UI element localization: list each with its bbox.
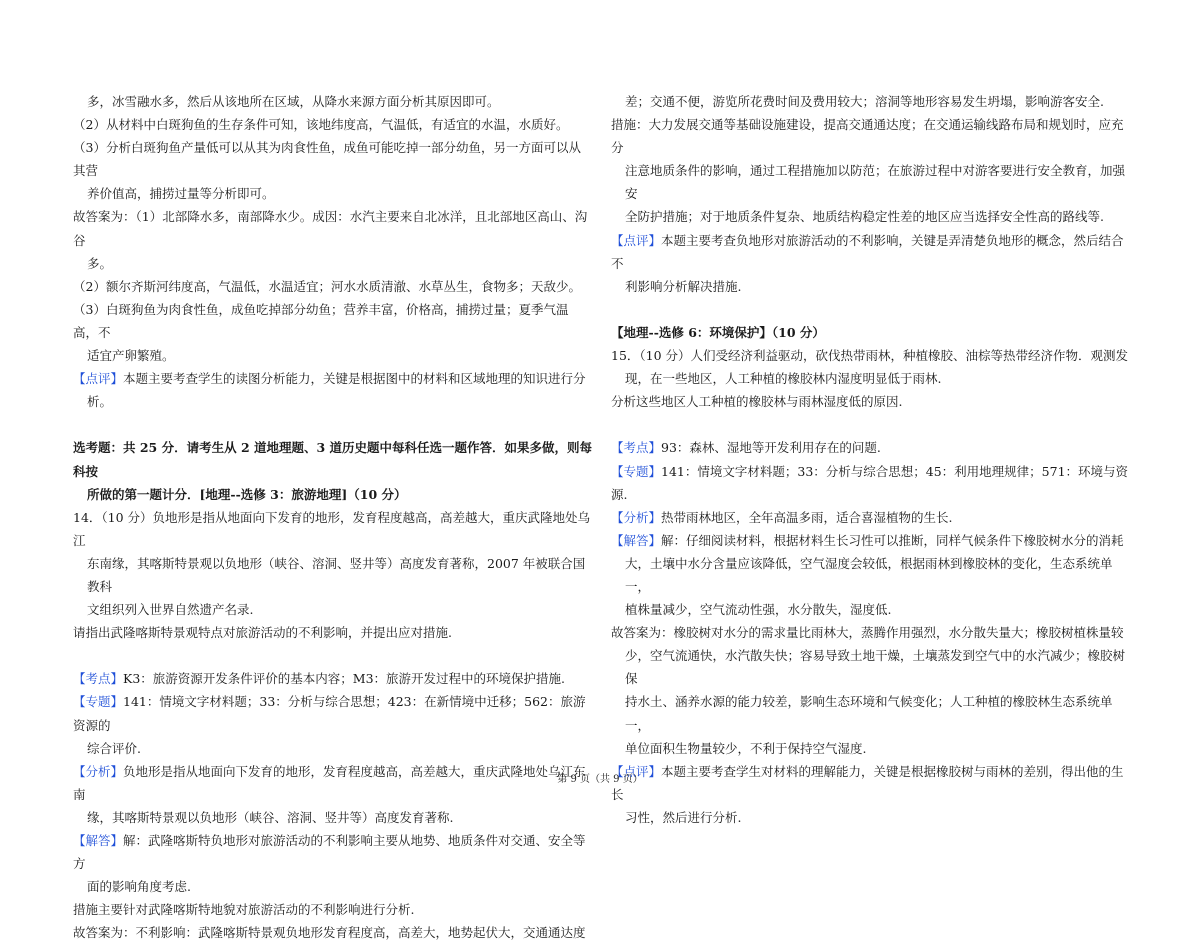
text-line: 故答案为：橡胶树对水分的需求量比雨林大，蒸腾作用强烈，水分散失量大；橡胶树植株量较	[611, 625, 1124, 641]
jieda-tag: 【解答】	[73, 833, 124, 848]
page-footer: 第 9 页（共 9 页）	[557, 774, 643, 785]
spacer	[611, 298, 1131, 321]
text-line: 面的影响角度考虑.	[87, 879, 191, 895]
jieda-text: 解：武隆喀斯特负地形对旅游活动的不利影响主要从地势、地质条件对交通、安全等方	[73, 833, 586, 872]
text-line: 植株量减少，空气流动性强，水分散失，湿度低.	[625, 602, 892, 618]
jieda-line	[73, 829, 593, 875]
jieda-line	[611, 529, 1131, 552]
zhuanti-text: 141：情境文字材料题；33：分析与综合思想；423：在新情境中迁移；562：旅游资源的	[73, 694, 586, 733]
fenxi-text: 负地形是指从地面向下发育的地形，发育程度越高，高差越大，重庆武隆地处乌江东南	[73, 763, 586, 802]
text-line: 持水土、涵养水源的能力较差，影响生态环境和气候变化；人工种植的橡胶林生态系统单一，	[625, 694, 1113, 733]
comment-line	[611, 229, 1131, 275]
question-line: 请指出武隆喀斯特景观特点对旅游活动的不利影响，并提出应对措施.	[73, 625, 452, 641]
text-line: 适宜产卵繁殖。	[87, 348, 175, 364]
section-heading: 所做的第一题计分．[地理--选修 3：旅游地理]（10 分）	[87, 486, 407, 502]
text-line: 析。	[87, 394, 113, 410]
text-line: 差；交通不便，游览所花费时间及费用较大；溶洞等地形容易发生坍塌，影响游客安全.	[625, 94, 1104, 109]
question-line: 现，在一些地区，人工种植的橡胶林内湿度明显低于雨林.	[625, 371, 942, 387]
kaodian-line	[73, 667, 593, 690]
text-line: 单位面积生物量较少，不利于保持空气湿度.	[625, 740, 867, 756]
fenxi-tag: 【分析】	[611, 509, 662, 525]
text-line: 故答案为：不利影响：武隆喀斯特景观负地形发育程度高，高差大，地势起伏大，交通通达度	[73, 925, 586, 941]
comment-text: 本题主要考查负地形对旅游活动的不利影响，关键是弄清楚负地形的概念，然后结合不	[611, 232, 1124, 271]
section-heading: 选考题：共 25 分．请考生从 2 道地理题、3 道历史题中每科任选一题作答．如果多做，则每科按	[73, 440, 593, 479]
text-line: 少，空气流通快，水汽散失快；容易导致土地干燥，土壤蒸发到空气中的水汽减少；橡胶树保	[625, 648, 1126, 687]
question-line: 文组织列入世界自然遗产名录.	[87, 602, 254, 618]
kaodian-tag: 【考点】	[73, 671, 124, 687]
kaodian-text: K3：旅游资源开发条件评价的基本内容；M3：旅游开发过程中的环境保护措施.	[123, 671, 566, 687]
question-line: 东南缘，其喀斯特景观以负地形（峡谷、溶洞、竖井等）高度发育著称，2007 年被联合国教科	[87, 555, 586, 594]
fenxi-text: 热带雨林地区，全年高温多雨，适合喜湿植物的生长.	[661, 509, 953, 525]
zhuanti-text: 141：情境文字材料题；33：分析与综合思想；45：利用地理规律；571：环境与资源.	[611, 463, 1129, 502]
fenxi-tag: 【分析】	[73, 763, 124, 779]
text-line: （2）从材料中白斑狗鱼的生存条件可知，该地纬度高，气温低，有适宜的水温，水质好。	[73, 117, 569, 133]
comment-text: 本题主要考查学生对材料的理解能力，关键是根据橡胶树与雨林的差别，得出他的生长	[611, 763, 1124, 802]
zhuanti-tag: 【专题】	[611, 463, 662, 479]
right-column	[611, 90, 1131, 829]
left-column	[73, 90, 593, 944]
zhuanti-line	[611, 460, 1131, 506]
text-line: 故答案为：（1）北部降水多，南部降水少。成因：水汽主要来自北冰洋，且北部地区高山、沟谷	[73, 209, 588, 248]
text-line: 措施主要针对武隆喀斯特地貌对旅游活动的不利影响进行分析.	[73, 902, 415, 918]
text-line: 多，冰雪融水多，然后从该地所在区域，从降水来源方面分析其原因即可。	[87, 94, 500, 109]
kaodian-text: 93：森林、湿地等开发利用存在的问题.	[661, 440, 881, 456]
text-line: 注意地质条件的影响，通过工程措施加以防范；在旅游过程中对游客要进行安全教育，加强安	[625, 163, 1126, 202]
text-line: （2）额尔齐斯河纬度高，气温低，水温适宜；河水水质清澈、水草丛生，食物多；天敌少。	[73, 278, 581, 294]
text-line: 习性，然后进行分析.	[625, 809, 742, 825]
spacer	[73, 644, 593, 667]
kaodian-tag: 【考点】	[611, 440, 662, 456]
section-heading: 【地理--选修 6：环境保护】（10 分）	[611, 324, 825, 340]
text-line: 利影响分析解决措施.	[625, 278, 742, 294]
spacer	[611, 413, 1131, 436]
spacer	[73, 413, 593, 436]
jieda-tag: 【解答】	[611, 532, 662, 548]
text-line: 养价值高，捕捞过量等分析即可。	[87, 186, 275, 202]
text-line: 措施：大力发展交通等基础设施建设，提高交通通达度；在交通运输线路布局和规划时，应充分	[611, 117, 1124, 156]
text-line: 缘，其喀斯特景观以负地形（峡谷、溶洞、竖井等）高度发育著称.	[87, 809, 454, 825]
jieda-text: 解：仔细阅读材料，根据材料生长习性可以推断，同样气候条件下橡胶树水分的消耗	[661, 532, 1124, 548]
question-line: 分析这些地区人工种植的橡胶林与雨林湿度低的原因.	[611, 394, 903, 410]
text-line: （3）白斑狗鱼为肉食性鱼，成鱼吃掉部分幼鱼；营养丰富，价格高，捕捞过量；夏季气温高，不	[73, 301, 569, 340]
zhuanti-line	[73, 690, 593, 736]
comment-tag: 【点评】	[73, 371, 124, 387]
comment-line	[73, 367, 593, 390]
kaodian-line	[611, 436, 1131, 459]
text-line: 综合评价.	[87, 740, 141, 756]
question-line: 14．（10 分）负地形是指从地面向下发育的地形，发育程度越高，高差越大，重庆武隆地处乌江	[73, 509, 591, 548]
comment-text: 本题主要考查学生的读图分析能力，关键是根据图中的材料和区域地理的知识进行分	[123, 371, 586, 387]
fenxi-line	[611, 506, 1131, 529]
text-line: 全防护措施；对于地质条件复杂、地质结构稳定性差的地区应当选择安全性高的路线等.	[625, 209, 1104, 225]
text-line: 多。	[87, 255, 113, 271]
comment-tag: 【点评】	[611, 232, 662, 248]
question-line: 15．（10 分）人们受经济利益驱动，砍伐热带雨林，种植橡胶、油棕等热带经济作物．观测发	[611, 348, 1129, 364]
zhuanti-tag: 【专题】	[73, 694, 124, 710]
text-line: （3）分析白斑狗鱼产量低可以从其为肉食性鱼，成鱼可能吃掉一部分幼鱼，另一方面可以从其营	[73, 140, 581, 179]
text-line: 大，土壤中水分含量应该降低，空气湿度会较低，根据雨林到橡胶林的变化，生态系统单一，	[625, 555, 1113, 594]
comment-tag: 【点评】	[611, 763, 662, 779]
